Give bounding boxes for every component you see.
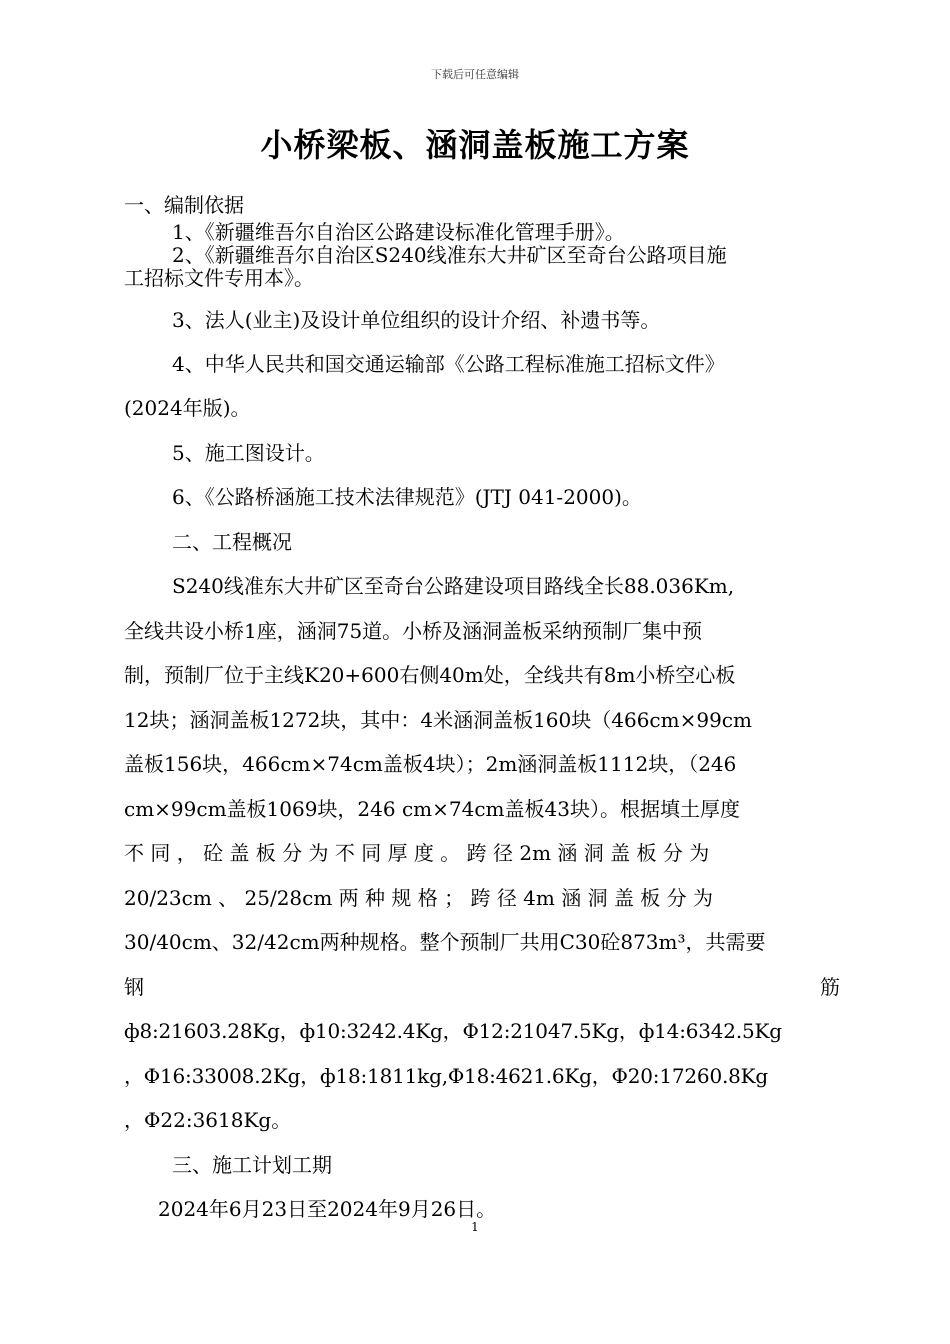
paragraph-line: 1、《新疆维吾尔自治区公路建设标准化管理手册》。 — [172, 220, 625, 244]
paragraph-line: 12块；涵洞盖板1272块，其中：4米涵洞盖板160块（466cm×99cm — [124, 708, 752, 732]
paragraph-line: 2024年6月23日至2024年9月26日。 — [158, 1197, 497, 1221]
paragraph-line: 盖板156块，466cm×74cm盖板4块）；2m涵洞盖板1112块，（246 — [124, 752, 737, 776]
section-heading: 二、工程概况 — [172, 530, 292, 554]
paragraph-line: cm×99cm盖板1069块，246 cm×74cm盖板43块）。根据填土厚度 — [124, 797, 740, 821]
paragraph-line: 6、《公路桥涵施工技术法律规范》(JTJ 041-2000)。 — [172, 485, 642, 509]
text-fragment: 钢 — [124, 975, 144, 999]
paragraph-line: 制，预制厂位于主线K20+600右侧40m处，全线共有8m小桥空心板 — [124, 663, 736, 687]
paragraph-line: 4、中华人民共和国交通运输部《公路工程标准施工招标文件》 — [172, 352, 725, 376]
paragraph-line: 3、法人(业主)及设计单位组织的设计介绍、补遗书等。 — [172, 308, 661, 332]
section-heading: 三、施工计划工期 — [172, 1153, 332, 1177]
paragraph-line: 全线共设小桥1座，涵洞75道。小桥及涵洞盖板采纳预制厂集中预 — [124, 619, 703, 643]
paragraph-line: (2024年版)。 — [124, 396, 251, 420]
paragraph-line: 2、《新疆维吾尔自治区S240线准东大井矿区至奇台公路项目施 — [172, 243, 727, 267]
paragraph-line: 不 同 ， 砼 盖 板 分 为 不 同 厚 度 。 跨 径 2m 涵 洞 盖 板 分 为 — [124, 841, 710, 865]
section-heading: 一、编制依据 — [124, 193, 244, 217]
paragraph-line: 工招标文件专用本》。 — [124, 266, 314, 290]
text-fragment: 筋 — [820, 975, 840, 999]
paragraph-line: S240线准东大井矿区至奇台公路建设项目路线全长88.036Km, — [172, 574, 735, 598]
paragraph-line: 30/40cm、32/42cm两种规格。整个预制厂共用C30砼873m³，共需要 — [124, 930, 766, 954]
paragraph-line: ，Φ22:3618Kg。 — [124, 1108, 292, 1132]
paragraph-line — [124, 975, 840, 999]
paragraph-line: 5、施工图设计。 — [172, 441, 325, 465]
paragraph-line: ф8:21603.28Kg，ф10:3242.4Kg，Φ12:21047.5Kg，ф14:6342.5Kg — [124, 1019, 782, 1043]
document-title: 小桥梁板、涵洞盖板施工方案 — [260, 126, 690, 164]
page-header: 下载后可任意编辑 — [431, 68, 519, 81]
paragraph-line: 20/23cm 、 25/28cm 两 种 规 格 ； 跨 径 4m 涵 洞 盖 板 分 为 — [124, 886, 714, 910]
paragraph-line: ，Φ16:33008.2Kg，ф18:1811kg,Φ18:4621.6Kg，Φ20:17260.8Kg — [124, 1064, 768, 1088]
page-number: 1 — [471, 1220, 479, 1234]
